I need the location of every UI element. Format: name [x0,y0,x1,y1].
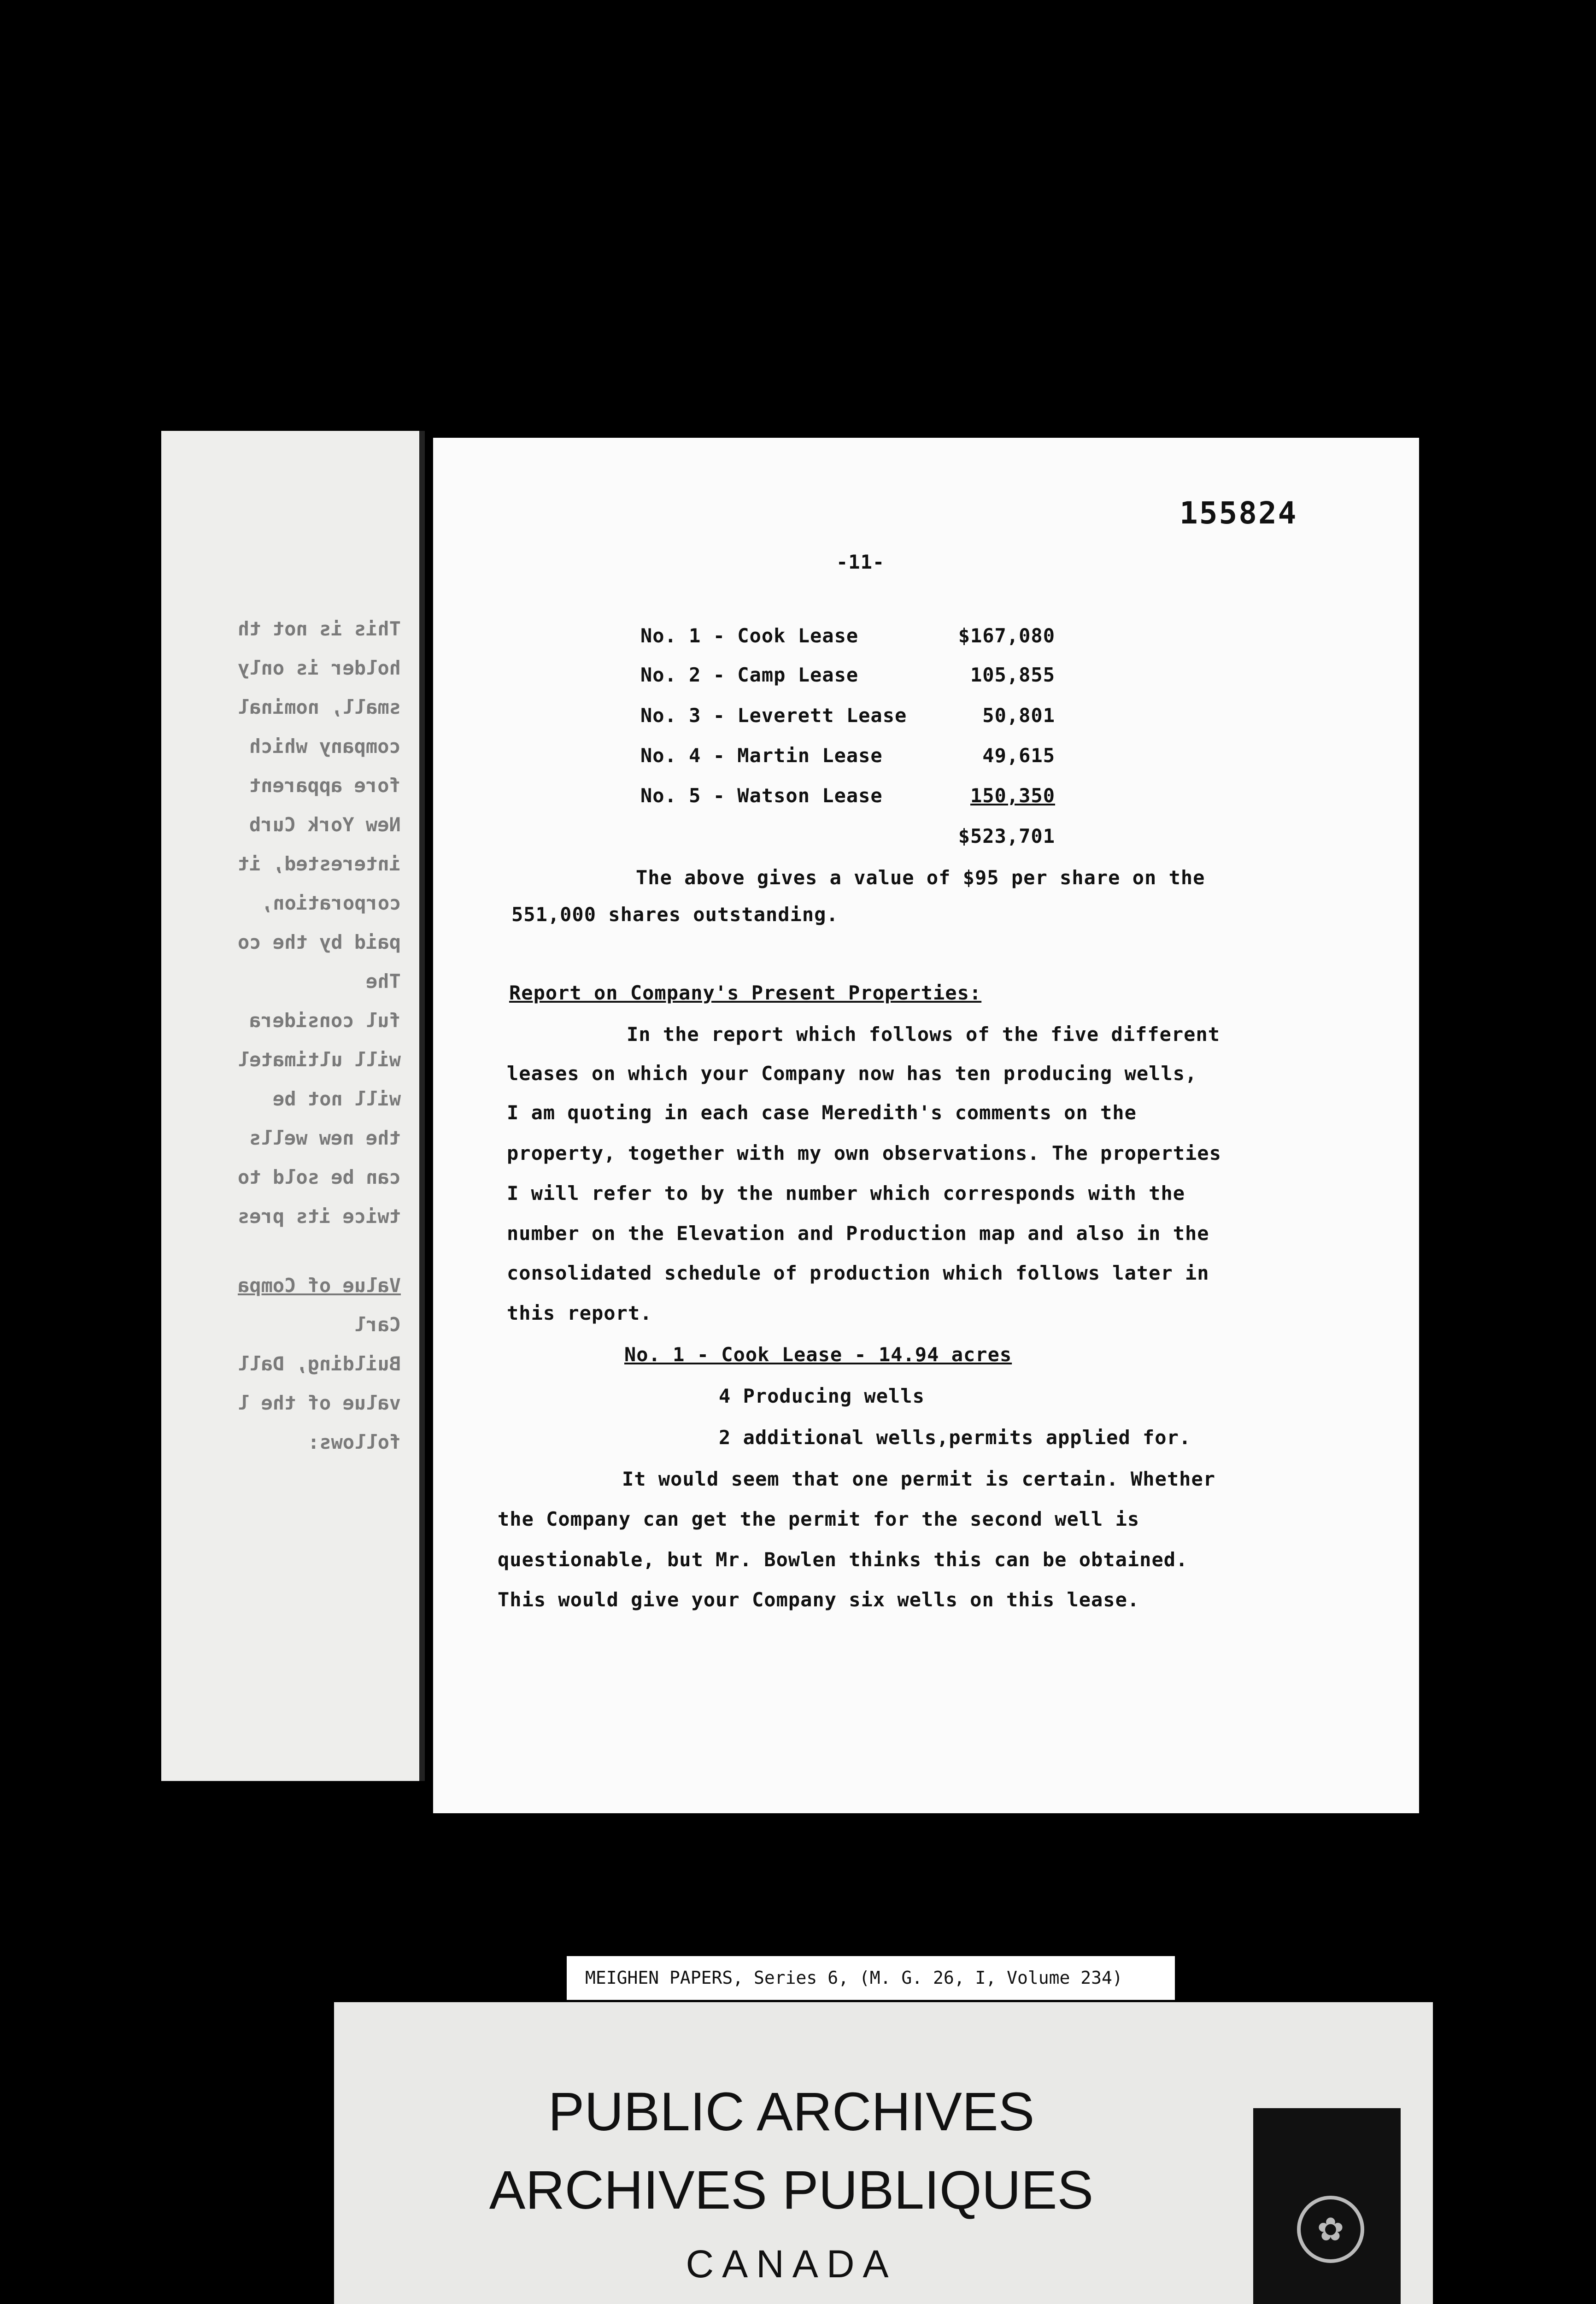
paragraph-line: leases on which your Company now has ten producing wells, [507,1062,1197,1085]
mirror-line: small, nominal [237,696,401,718]
mirror-line: will not be [272,1087,401,1110]
archive-title-en: PUBLIC ARCHIVES [548,2081,1035,2142]
subsection-heading: No. 1 - Cook Lease - 14.94 acres [624,1343,1012,1366]
mirror-line: This is not th [237,617,401,640]
paragraph-line: questionable, but Mr. Bowlen thinks this can be obtained. [498,1548,1188,1571]
mirror-line: will ultimatel [237,1048,401,1071]
paragraph-line: The above gives a value of $95 per share on the [636,866,1205,889]
paragraph-line: I will refer to by the number which corresponds with the [507,1182,1185,1205]
paragraph-line: I am quoting in each case Meredith's comments on the [507,1101,1137,1124]
lease-label: No. 4 - Martin Lease [640,744,883,767]
paragraph-line: number on the Elevation and Production map and also in the [507,1222,1209,1245]
paragraph-line: the Company can get the permit for the second well is [498,1508,1140,1530]
page-number: -11- [836,551,885,573]
mirror-line: twice its pres [237,1205,401,1228]
lease-amount: $167,080 [958,624,1055,647]
archive-country: CANADA [686,2242,897,2286]
lease-label: No. 5 - Watson Lease [640,784,883,807]
mirror-line: Value of Compa [237,1274,401,1297]
paragraph-line: property, together with my own observations. The properties [507,1142,1221,1164]
section-heading: Report on Company's Present Properties: [509,982,982,1004]
mirror-line: The [366,970,401,993]
mirror-line: ful considera [249,1009,401,1032]
archive-emblem-icon: ✿ [1297,2196,1364,2263]
archive-reference-text: MEIGHEN PAPERS, Series 6, (M. G. 26, I, Volume 234) [585,1968,1123,1988]
mirror-line: interested, it [237,852,401,875]
paragraph-line: This would give your Company six wells on this lease. [498,1588,1140,1611]
document-number: 155824 [1179,495,1298,531]
paragraph-line: consolidated schedule of production which follows later in [507,1262,1209,1284]
lease-total: $523,701 [958,825,1055,847]
lease-amount: 105,855 [970,664,1055,686]
lease-amount: 50,801 [982,704,1055,727]
lease-label: No. 2 - Camp Lease [640,664,859,686]
paragraph-line: In the report which follows of the five different [627,1023,1220,1046]
mirror-line: Building, Dall [237,1352,401,1375]
archive-stamp-card [334,2002,1433,2304]
report-page [433,438,1419,1813]
paragraph-line: It would seem that one permit is certain. Whether [622,1468,1216,1490]
archive-reference-label [567,1956,1175,2000]
mirror-line: the new wells [249,1127,401,1149]
mirror-line: can be sold to [237,1166,401,1188]
mirror-line: corporation, [261,892,401,914]
sub-item: 4 Producing wells [719,1385,925,1407]
archive-seal-block [1253,2108,1401,2304]
mirror-line: Carl [354,1313,401,1336]
paragraph-line: 551,000 shares outstanding. [511,903,839,926]
mirror-line: paid by the co [237,931,401,953]
previous-page-bleedthrough [161,431,425,1781]
mirror-line: value of the l [237,1392,401,1414]
archive-title-fr: ARCHIVES PUBLIQUES [489,2160,1094,2221]
mirror-line: follows: [307,1431,401,1453]
mirror-line: holder is only [237,657,401,679]
lease-amount: 49,615 [982,744,1055,767]
lease-amount: 150,350 [970,784,1055,807]
lease-label: No. 3 - Leverett Lease [640,704,907,727]
paragraph-line: this report. [507,1302,652,1324]
mirror-line: fore apparent [249,774,401,797]
sub-item: 2 additional wells,permits applied for. [719,1426,1191,1449]
mirror-line: company which [249,735,401,758]
mirror-line: New York Curb [249,813,401,836]
lease-label: No. 1 - Cook Lease [640,624,859,647]
